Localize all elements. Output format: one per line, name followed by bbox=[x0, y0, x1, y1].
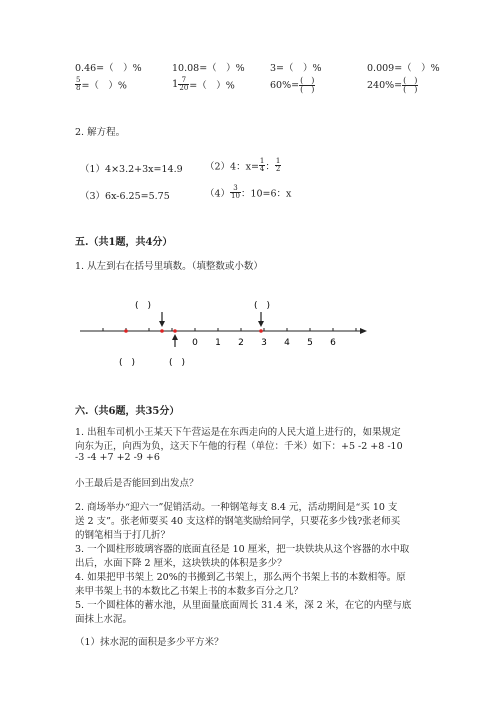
question-text: 1. 出租车司机小王某天下午营运是在东西走向的人民大道上进行的，如果规定 bbox=[75, 427, 401, 438]
tick-label: 1 bbox=[215, 338, 221, 348]
axis-arrow-icon bbox=[360, 328, 367, 334]
answer-blank: ( ) bbox=[118, 358, 136, 368]
question-text: 出后，水面下降 2 厘米，这块铁块的体积是多少？ bbox=[75, 558, 287, 569]
equation: （3）6x-6.25=5.75 bbox=[80, 191, 170, 202]
conversion-item: 0.46=（ ）% bbox=[75, 63, 142, 74]
conversion-item: 60%= $\frac{( )}{( )}$ bbox=[270, 76, 315, 94]
up-arrow-icon bbox=[172, 334, 178, 340]
section-title: 五.（共1题，共4分） bbox=[75, 237, 173, 248]
tick-label: 0 bbox=[192, 338, 198, 348]
answer-blank: ( ) bbox=[168, 358, 186, 368]
question-text: 的钢笔相当于打几折？ bbox=[75, 530, 171, 541]
fraction: $\frac{1}{2}$ bbox=[275, 157, 281, 173]
down-arrow-icon bbox=[159, 321, 165, 327]
equation: （2）4：x= $\frac{1}{4}$ ： $\frac{1}{2}$ bbox=[205, 157, 281, 173]
question-text: 送 2 支”。张老师要买 40 支这样的钢笔奖励给同学，只要花多少钱?张老师买 bbox=[75, 516, 401, 527]
fraction: $\frac{1}{4}$ bbox=[259, 157, 265, 173]
point-marker bbox=[173, 329, 177, 333]
fraction: $\frac{5}{8}$ bbox=[76, 76, 81, 92]
conversion-item: 10.08=（ ）% bbox=[172, 63, 245, 74]
down-arrow-icon bbox=[258, 321, 264, 327]
point-marker bbox=[259, 329, 263, 333]
tick-label: 6 bbox=[330, 338, 336, 348]
tick-label: 2 bbox=[238, 338, 244, 348]
equation: （4） $\frac{3}{10}$ ：10=6：x bbox=[205, 184, 292, 200]
tick-label: 3 bbox=[261, 338, 267, 348]
blank-fraction: $\frac{( )}{( )}$ bbox=[300, 76, 315, 94]
point-marker bbox=[160, 329, 164, 333]
conversion-item: $\frac{5}{8}$ =（ ）% bbox=[76, 76, 127, 92]
conversion-item: 240%= $\frac{( )}{( )}$ bbox=[367, 76, 418, 94]
conversion-item: 1 $\frac{7}{20}$ =（ ）% bbox=[172, 76, 235, 92]
question-text: 3. 一个圆柱形玻璃容器的底面直径是 10 厘米，把一块铁块从这个容器的水中取 bbox=[75, 544, 410, 555]
sub-question-text: （1）抹水泥的面积是多少平方米？ bbox=[75, 637, 224, 648]
question-title: 2. 解方程。 bbox=[75, 127, 126, 138]
conversion-item: 3=（ ）% bbox=[270, 63, 322, 74]
tick-label: 4 bbox=[284, 338, 290, 348]
section-title: 六.（共6题，共35分） bbox=[75, 406, 180, 417]
answer-blank: ( ) bbox=[134, 301, 152, 311]
question-text: 小王最后是否能回到出发点？ bbox=[75, 478, 199, 489]
question-text: 来甲书架上书的本数比乙书架上书的本数多百分之几？ bbox=[75, 586, 304, 597]
tick-label: 5 bbox=[307, 338, 313, 348]
conversion-item: 0.009=（ ）% bbox=[367, 63, 440, 74]
question-text: 5. 一个圆柱体的蓄水池，从里面量底面周长 31.4 米，深 2 米，在它的内壁与底 bbox=[75, 600, 412, 611]
question-text: 1. 从左到右在括号里填数。（填整数或小数） bbox=[75, 261, 263, 272]
fraction: $\frac{3}{10}$ bbox=[231, 184, 240, 200]
question-text: 面抹上水泥。 bbox=[75, 614, 133, 625]
fraction: $\frac{7}{20}$ bbox=[179, 76, 189, 92]
question-text: 2. 商场举办“迎六一”促销活动。一种钢笔每支 8.4 元，活动期间是“买 10 支 bbox=[75, 502, 398, 513]
number-line bbox=[75, 295, 375, 370]
question-text: 4. 如果把甲书架上 20%的书搬到乙书架上，那么两个书架上书的本数相等。原 bbox=[75, 572, 406, 583]
point-marker bbox=[124, 329, 128, 333]
question-text: 向东为正，向西为负，这天下午他的行程（单位：千米）如下：+5 -2 +8 -10 bbox=[75, 441, 403, 452]
answer-blank: ( ) bbox=[253, 301, 271, 311]
question-text: -3 -4 +7 +2 -9 +6 bbox=[75, 452, 160, 463]
blank-fraction: $\frac{( )}{( )}$ bbox=[403, 76, 418, 94]
equation: （1）4×3.2+3x=14.9 bbox=[80, 164, 183, 175]
